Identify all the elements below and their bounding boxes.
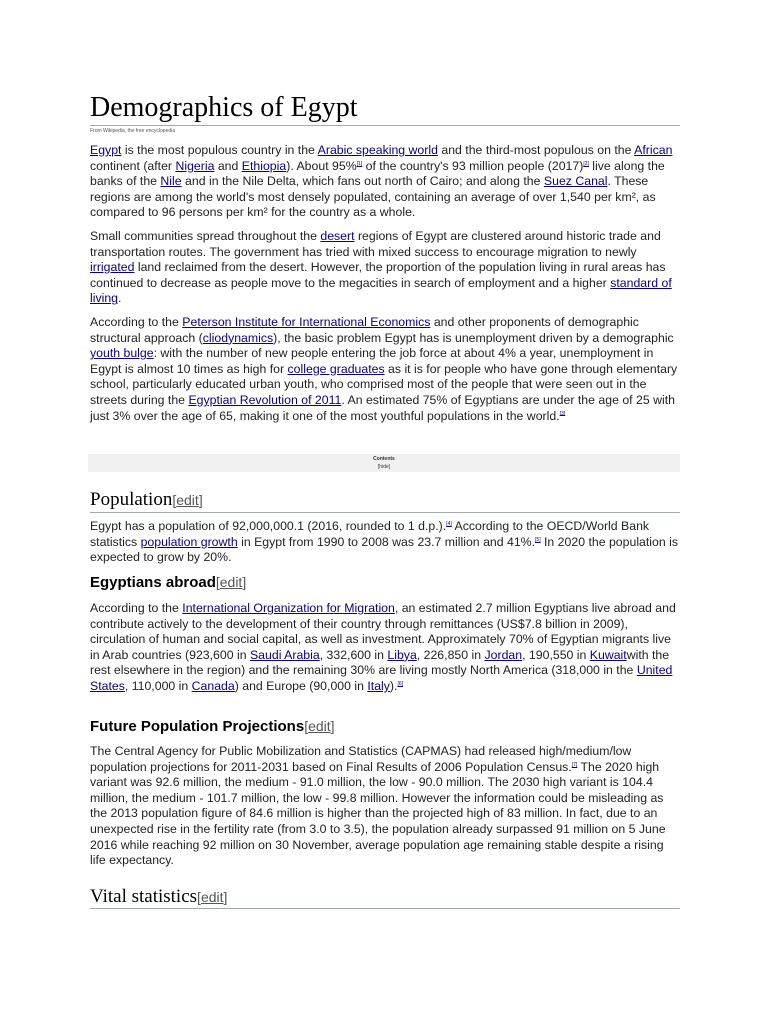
vital-statistics-divider <box>90 908 680 909</box>
link-kuwait[interactable]: Kuwait <box>589 647 627 662</box>
link-iom[interactable]: International Organization for Migration <box>182 601 395 615</box>
link-egyptian-revolution-2011[interactable]: Egyptian Revolution of 2011 <box>188 392 342 407</box>
link-united-states[interactable]: United States <box>90 663 673 693</box>
heading-vital-statistics: Vital statistics[edit] <box>90 886 228 907</box>
link-population-growth[interactable]: population growth <box>140 534 238 549</box>
link-standard-of-living[interactable]: standard of living <box>90 275 672 306</box>
edit-link-egyptians-abroad[interactable]: edit <box>219 574 243 590</box>
projections-paragraph: The Central Agency for Public Mobilization and Statistics (CAPMAS) had released high/medium/low population projections for 2011-2031 based on Final Results of 2006 Population Census.[7] The 2020 high variant was 92.6 million, the medium - 91.0 million, the low - 90.0 million. The 2030 high variant is 104.4 million, the medium - 101.7 million, the low - 99.8 million. However the information could be misleading as the 2013 population figure of 84.6 million is higher than the projected high of 83 million. In fact, due to an unexpected rise in the fertility rate (from 3.0 to 3.5), the population already surpassed 91 million on 5 June 2016 while reaching 92 million on 30 November, average population age remaining stable despite a rising life expectancy. <box>90 744 666 868</box>
page-title: Demographics of Egypt <box>90 92 358 123</box>
link-irrigated[interactable]: irrigated <box>90 260 135 275</box>
table-of-contents <box>88 454 680 472</box>
citation-2[interactable]: [2] <box>583 160 589 167</box>
intro-paragraph-2: Small communities spread throughout the desert regions of Egypt are clustered around historic trade and transportation routes. The government has tried with mixed success to encourage migration to newly irrigated land reclaimed from the desert. However, the proportion of the population living in rural areas has continued to decrease as people move to the megacities in search of employment and a higher standard of living. <box>90 229 672 306</box>
toc-toggle[interactable]: [hide] <box>377 464 391 470</box>
citation-6[interactable]: [6] <box>397 680 403 687</box>
link-saudi-arabia[interactable]: Saudi Arabia <box>249 647 320 662</box>
link-italy[interactable]: Italy <box>367 678 390 693</box>
egyptians-abroad-paragraph: According to the International Organization for Migration, an estimated 2.7 million Egyptians live abroad and contribute actively to the development of their country through remittances (US$7.8 billion in 2009), circulation of human and social capital, as well as investment. Approximately 70% of Egyptian migrants live in Arab countries (923,600 in Saudi Arabia, 332,600 in Libya, 226,850 in Jordan, 190,550 in Kuwaitwith the rest elsewhere in the region) and the remaining 30% are living mostly North America (318,000 in the United States, 110,000 in Canada) and Europe (90,000 in Italy).[6] <box>90 601 676 693</box>
edit-link-population[interactable]: edit <box>176 492 199 508</box>
population-paragraph: Egypt has a population of 92,000,000.1 (2016, rounded to 1 d.p.).[4] According to the OECD/World Bank statistics population growth in Egypt from 1990 to 2008 was 23.7 million and 41%.[5] In 2020 the population is expected to grow by 20%. <box>90 519 679 565</box>
link-canada[interactable]: Canada <box>191 678 235 693</box>
link-youth-bulge[interactable]: youth bulge <box>90 346 154 361</box>
heading-population: Population[edit] <box>90 489 203 510</box>
citation-4[interactable]: [4] <box>446 520 452 527</box>
population-divider <box>90 512 680 513</box>
tagline: From Wikipedia, the free encyclopedia <box>90 128 176 134</box>
citation-1[interactable]: [1] <box>356 160 363 167</box>
intro-paragraph-1: Egypt is the most populous country in the Arabic speaking world and the third-most populous on the African continent (after Nigeria and Ethiopia). About 95%[1] of the country's 93 million people (2017)[2] live along the banks of the Nile and in the Nile Delta, which fans out north of Cairo; and along the Suez Canal. These regions are among the world's most densely populated, containing an average of over 1,540 per km², as compared to 96 persons per km² for the country as a whole. <box>90 143 673 220</box>
edit-link-future-projections[interactable]: edit <box>308 718 331 734</box>
link-egypt[interactable]: Egypt <box>90 143 122 157</box>
link-ethiopia[interactable]: Ethiopia <box>241 158 287 173</box>
link-arabic-speaking-world[interactable]: Arabic speaking world <box>317 143 438 157</box>
link-peterson-institute[interactable]: Peterson Institute for International Economics <box>182 315 431 329</box>
link-desert[interactable]: desert <box>320 229 355 243</box>
link-suez-canal[interactable]: Suez Canal <box>543 174 608 189</box>
heading-future-projections: Future Population Projections[edit] <box>90 718 335 735</box>
link-college-graduates[interactable]: college graduates <box>287 361 385 376</box>
citation-7[interactable]: [7] <box>571 761 578 768</box>
link-jordan[interactable]: Jordan <box>484 647 523 662</box>
link-libya[interactable]: Libya <box>387 647 417 662</box>
edit-link-vital-statistics[interactable]: edit <box>200 889 224 905</box>
link-african[interactable]: African <box>634 143 673 157</box>
link-nile[interactable]: Nile <box>160 174 182 189</box>
heading-egyptians-abroad: Egyptians abroad[edit] <box>90 574 247 591</box>
link-cliodynamics[interactable]: cliodynamics <box>202 330 274 345</box>
link-nigeria[interactable]: Nigeria <box>175 158 215 173</box>
citation-3[interactable]: [3] <box>559 410 566 417</box>
citation-5[interactable]: [5] <box>535 536 541 543</box>
title-divider <box>90 125 680 126</box>
intro-paragraph-3: According to the Peterson Institute for International Economics and other proponents of demographic structural approach (cliodynamics), the basic problem Egypt has is unemployment driven by a demographic youth bulge: with the number of new people entering the job force at about 4% a year, unemployment in Egypt is almost 10 times as high for college graduates as it is for people who have gone through elementary school, particularly educated urban youth, who comprised most of the people that were seen out in the streets during the Egyptian Revolution of 2011. An estimated 75% of Egyptians are under the age of 25 with just 3% over the age of 65, making it one of the most youthful populations in the world.[3] <box>90 315 678 423</box>
toc-title: Contents <box>373 456 395 462</box>
